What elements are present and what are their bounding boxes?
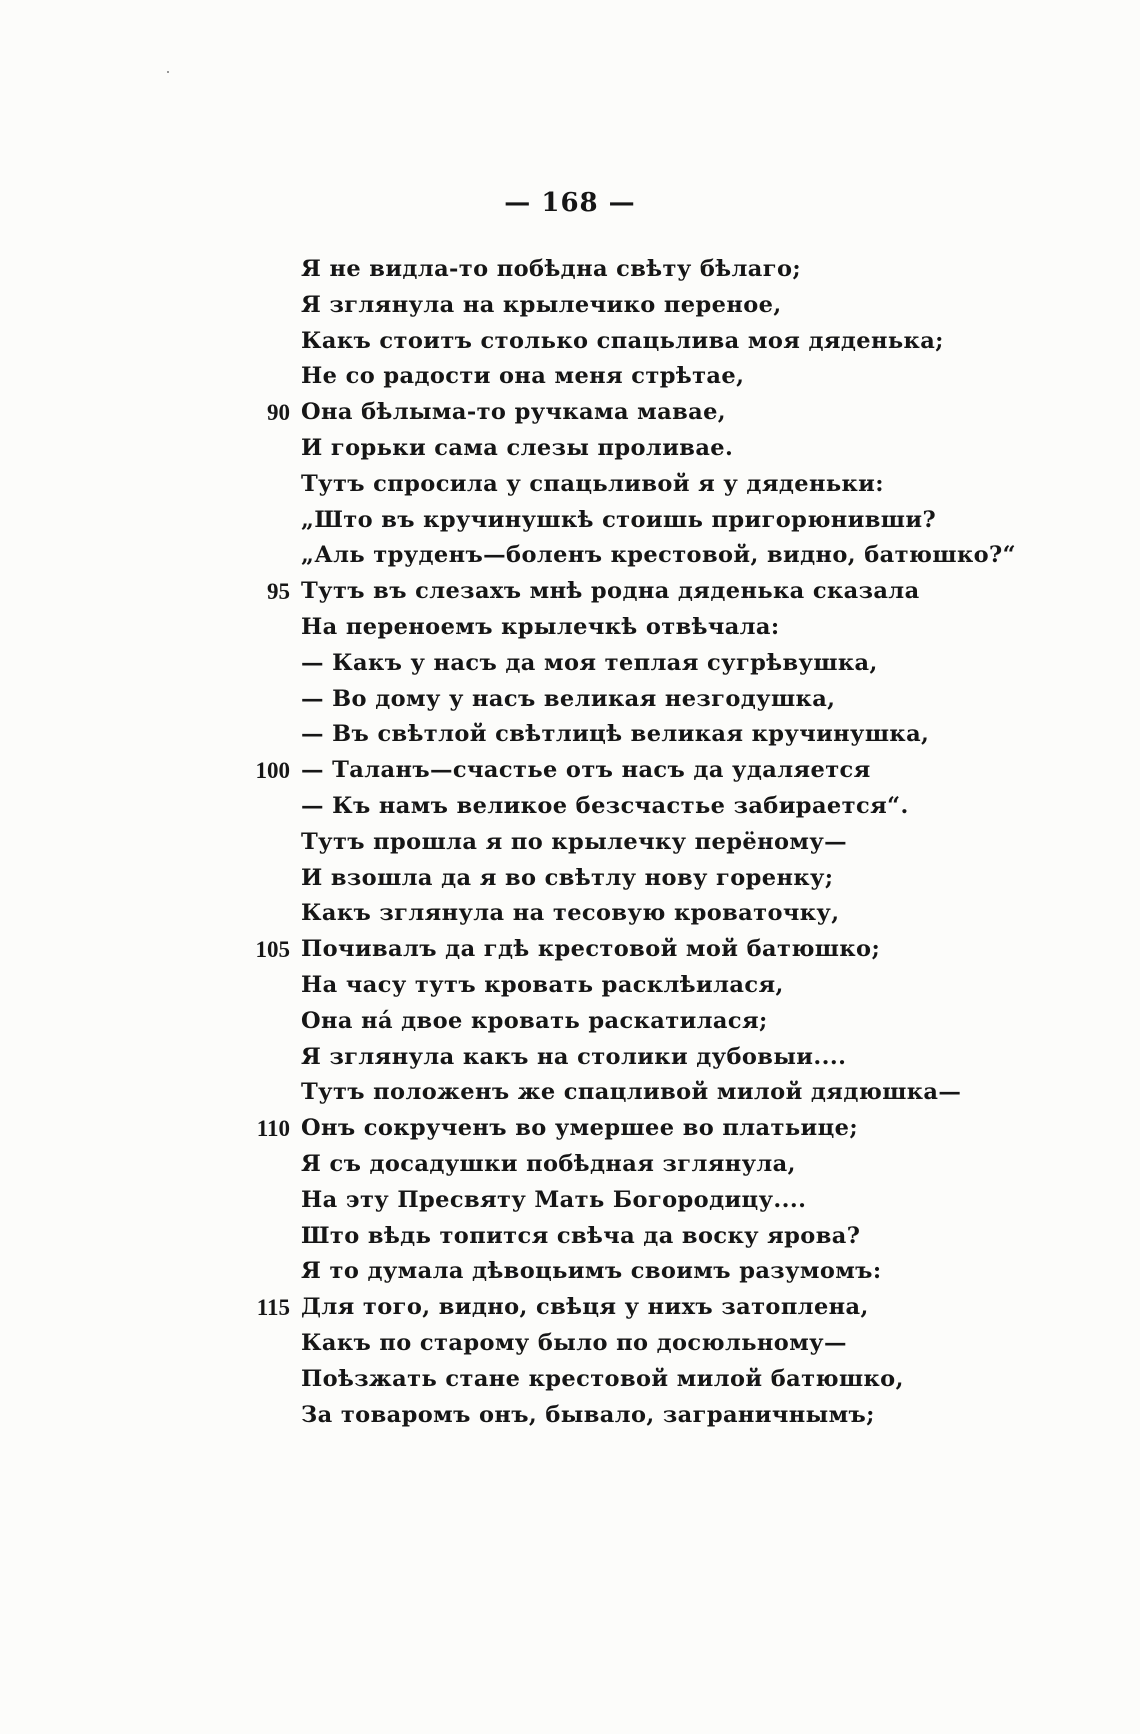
verse-line bbox=[0, 574, 1140, 610]
line-text: Какъ стоитъ столько спацьлива моя дяденька; bbox=[301, 327, 944, 354]
line-text: Тутъ спросила у спацьливой я у дяденьки: bbox=[301, 470, 884, 497]
line-text: И взошла да я во свѣтлу нову горенку; bbox=[301, 864, 834, 891]
line-text: Я зглянула какъ на столики дубовыи.... bbox=[301, 1043, 847, 1070]
line-text: Онъ сокрученъ во умершее во платьице; bbox=[301, 1115, 859, 1142]
page-number: — 168 — bbox=[504, 188, 636, 218]
line-text: Тутъ положенъ же спацливой милой дядюшка— bbox=[301, 1079, 962, 1106]
verse-line bbox=[0, 431, 1140, 467]
line-text: Што вѣдь топится свѣча да воску ярова? bbox=[301, 1222, 861, 1249]
verse-line bbox=[0, 825, 1140, 861]
line-text: — Въ свѣтлой свѣтлицѣ великая кручинушка, bbox=[301, 721, 930, 748]
line-text: И горьки сама слезы проливае. bbox=[301, 434, 734, 461]
line-text: Тутъ прошла я по крылечку перёному— bbox=[301, 828, 848, 855]
verse-line bbox=[0, 1219, 1140, 1255]
verse-line bbox=[0, 1290, 1140, 1326]
verse-line bbox=[0, 324, 1140, 360]
verse-line bbox=[0, 1111, 1140, 1147]
line-text: Она на́ двое кровать раскатилася; bbox=[301, 1007, 768, 1034]
verse-line bbox=[0, 861, 1140, 897]
verse-line bbox=[0, 1362, 1140, 1398]
line-text: — Какъ у насъ да моя теплая сугрѣвушка, bbox=[301, 649, 878, 676]
line-text: Почивалъ да гдѣ крестовой мой батюшко; bbox=[301, 936, 881, 963]
verse-line bbox=[0, 610, 1140, 646]
line-text: — Во дому у насъ великая незгодушка, bbox=[301, 685, 836, 712]
line-text: Поѣзжать стане крестовой милой батюшко, bbox=[301, 1365, 904, 1392]
verse-line bbox=[0, 1147, 1140, 1183]
line-text: Тутъ въ слезахъ мнѣ родна дяденька сказала bbox=[301, 578, 920, 605]
line-text: Какъ зглянула на тесовую кроваточку, bbox=[301, 900, 840, 927]
verse-line bbox=[0, 1040, 1140, 1076]
line-text: Я то думала дѣвоцьимъ своимъ разумомъ: bbox=[301, 1258, 882, 1285]
line-number: 95 bbox=[267, 579, 290, 605]
verse-line bbox=[0, 538, 1140, 574]
verse-line bbox=[0, 1183, 1140, 1219]
line-text: — Таланъ—счастье отъ насъ да удаляется bbox=[301, 757, 871, 784]
line-text: Она бѣлыма-то ручкама мавае, bbox=[301, 399, 727, 426]
line-text: — Къ намъ великое безсчастье забирается“. bbox=[301, 792, 909, 819]
verse-line bbox=[0, 359, 1140, 395]
verse-line bbox=[0, 717, 1140, 753]
verse-line bbox=[0, 932, 1140, 968]
line-text: Для того, видно, свѣця у нихъ затоплена, bbox=[301, 1294, 869, 1321]
line-text: „Што въ кручинушкѣ стоишь пригорюнивши? bbox=[301, 506, 937, 533]
line-text: На эту Пресвяту Мать Богородицу.... bbox=[301, 1186, 807, 1213]
verse-line bbox=[0, 288, 1140, 324]
verse-line bbox=[0, 1254, 1140, 1290]
line-text: На часу тутъ кровать расклѣилася, bbox=[301, 971, 784, 998]
line-number: 105 bbox=[255, 937, 290, 963]
line-text: Я съ досадушки побѣдная зглянула, bbox=[301, 1150, 796, 1177]
scan-speck bbox=[167, 71, 169, 73]
line-text: Я зглянула на крылечико переное, bbox=[301, 291, 782, 318]
line-text: За товаромъ онъ, бывало, заграничнымъ; bbox=[301, 1401, 875, 1428]
verse-line bbox=[0, 896, 1140, 932]
verse-line bbox=[0, 1398, 1140, 1434]
line-text: На переноемъ крылечкѣ отвѣчала: bbox=[301, 613, 780, 640]
line-text: „Аль труденъ—боленъ крестовой, видно, батюшко?“ bbox=[301, 542, 1016, 569]
verse-line bbox=[0, 789, 1140, 825]
line-number: 90 bbox=[267, 400, 290, 426]
verse-line bbox=[0, 682, 1140, 718]
line-number: 115 bbox=[256, 1295, 290, 1321]
verse-line bbox=[0, 646, 1140, 682]
verse-line bbox=[0, 503, 1140, 539]
verse-block bbox=[0, 252, 1140, 1433]
line-number: 100 bbox=[255, 758, 290, 784]
verse-line bbox=[0, 252, 1140, 288]
verse-line bbox=[0, 753, 1140, 789]
line-text: Я не видла-то побѣдна свѣту бѣлаго; bbox=[301, 256, 802, 282]
verse-line bbox=[0, 1004, 1140, 1040]
line-number: 110 bbox=[256, 1116, 290, 1142]
verse-line bbox=[0, 1326, 1140, 1362]
verse-line bbox=[0, 968, 1140, 1004]
line-text: Какъ по старому было по досюльному— bbox=[301, 1329, 847, 1356]
line-text: Не со радости она меня стрѣтае, bbox=[301, 363, 745, 390]
verse-line bbox=[0, 395, 1140, 431]
verse-line bbox=[0, 467, 1140, 503]
verse-line bbox=[0, 1075, 1140, 1111]
